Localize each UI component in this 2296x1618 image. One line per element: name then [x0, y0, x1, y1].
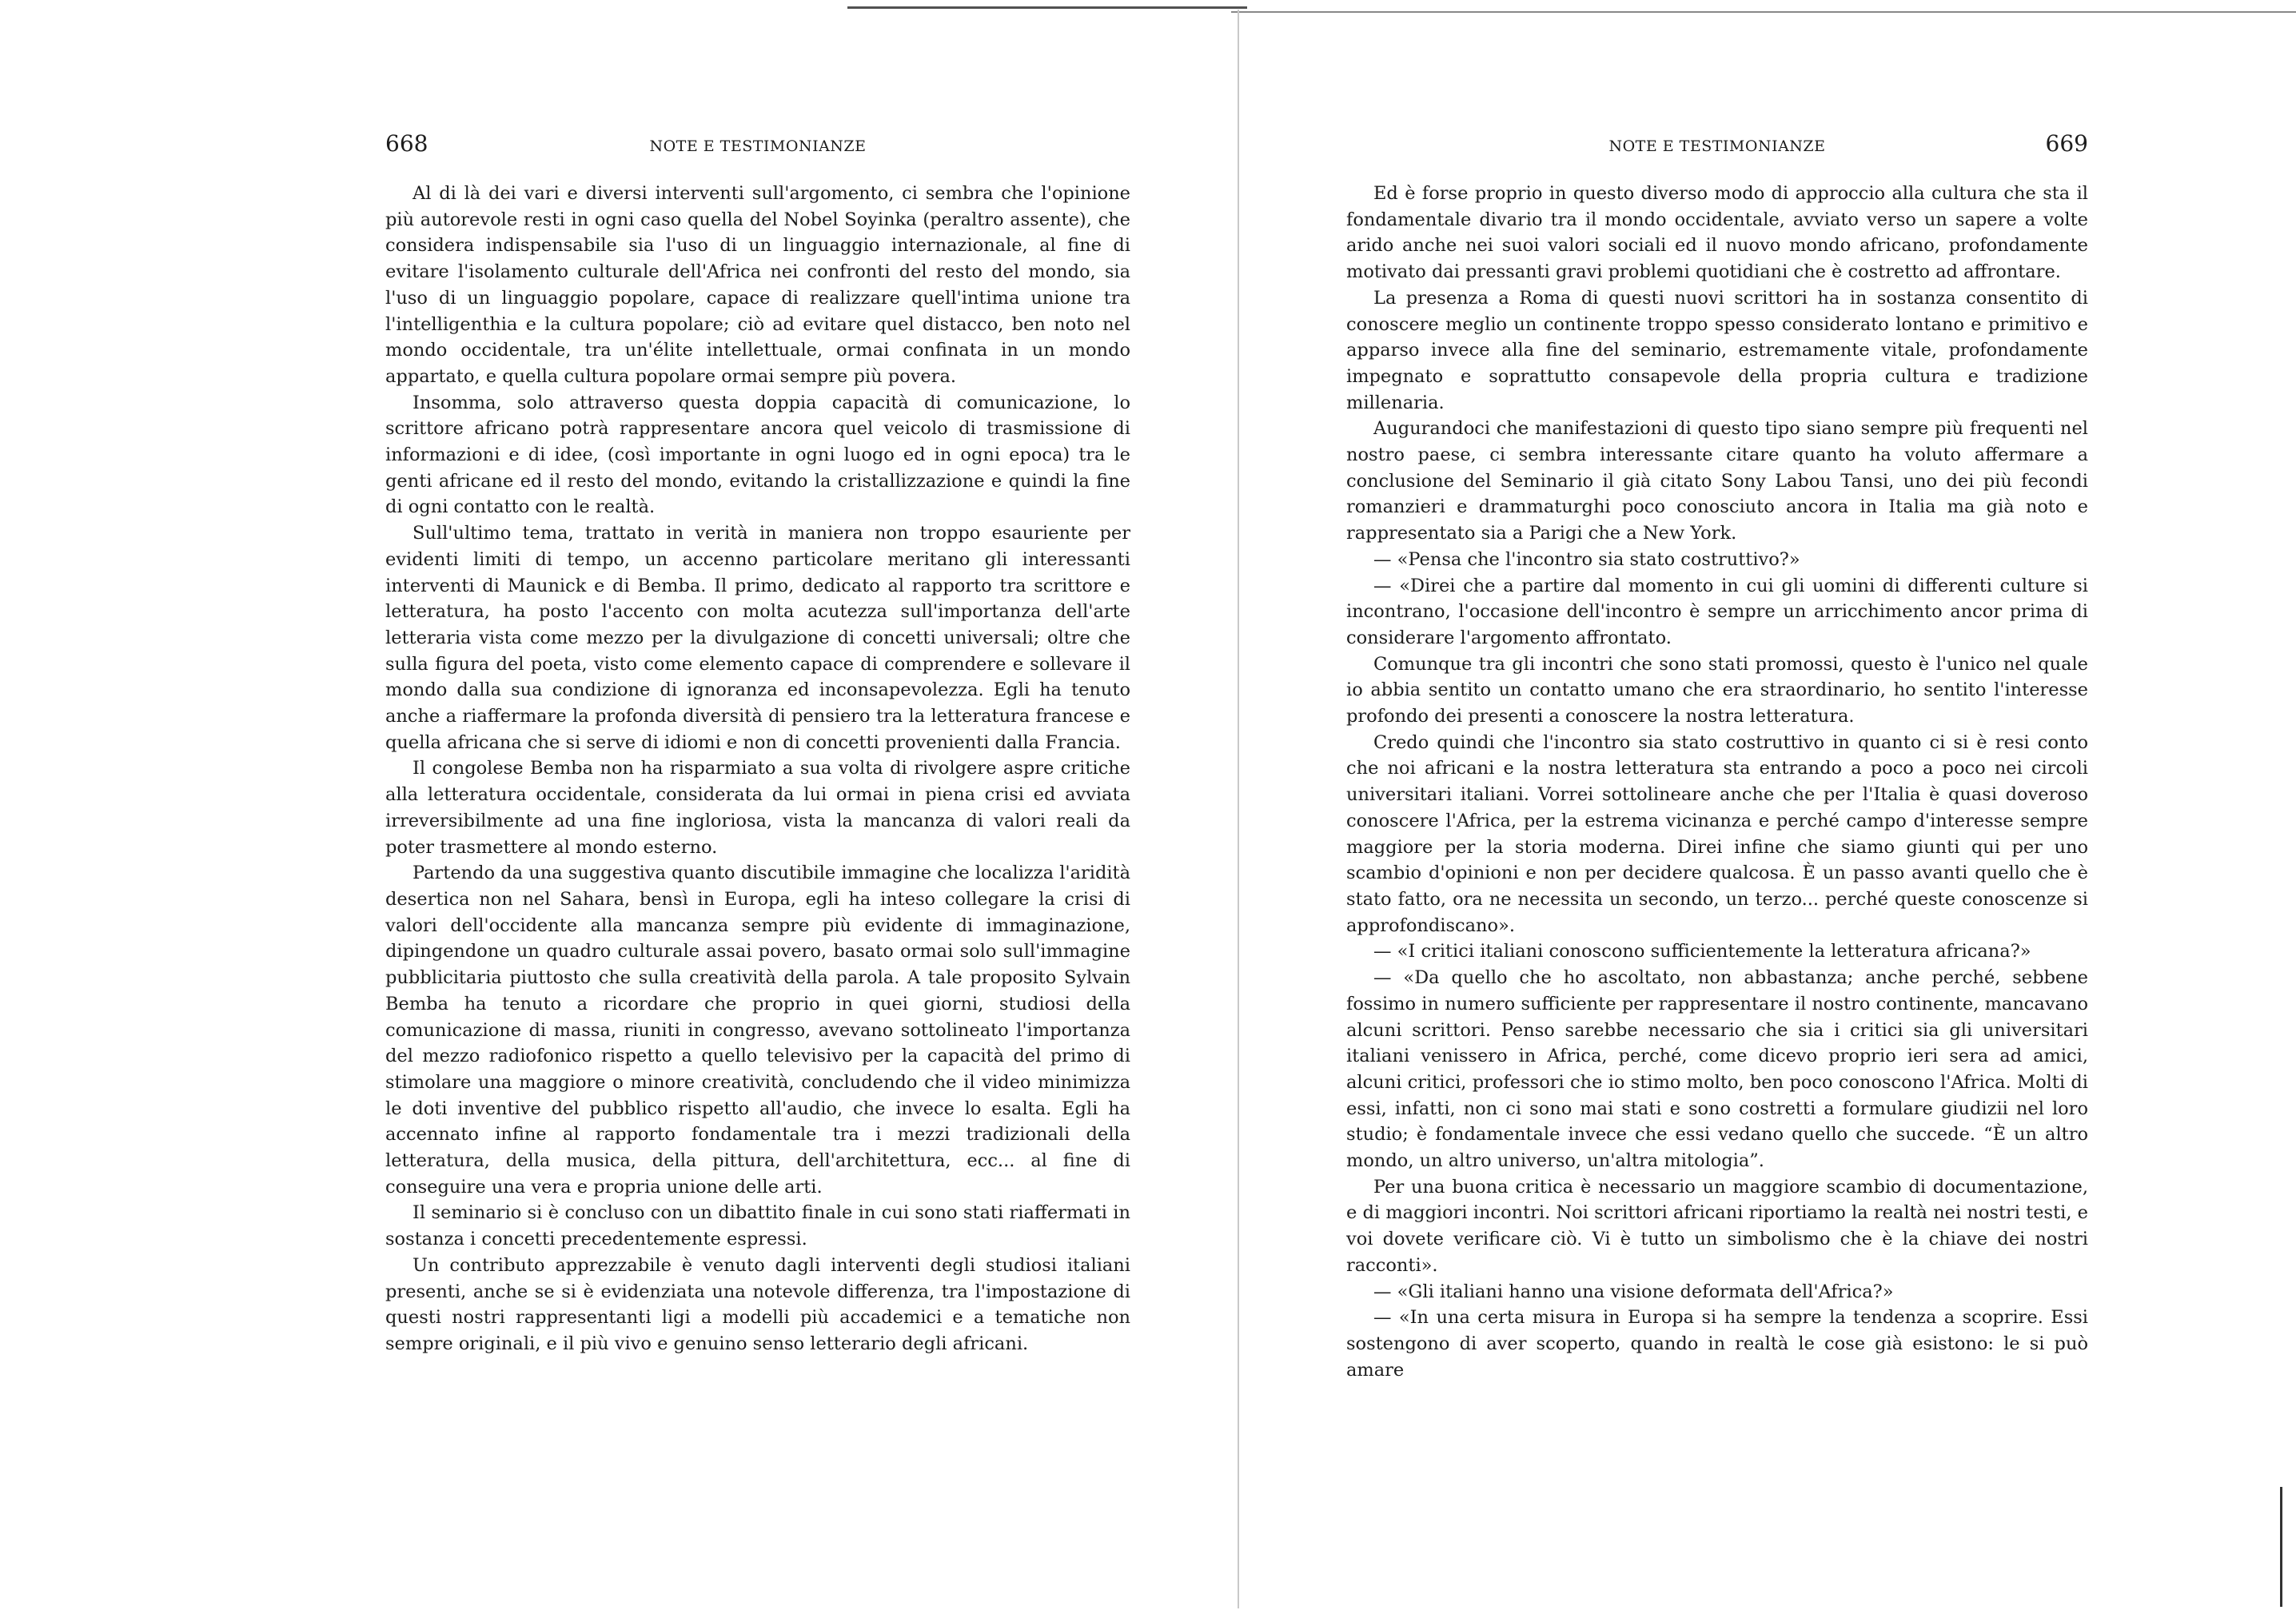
- page-header: [1346, 130, 2088, 161]
- scan-edge-mark: [1231, 11, 2296, 13]
- dialogue-line: — «Direi che a partire dal momento in cui gli uomini di differenti culture si incontrano, l'occasione dell'incontro è sempre un arricchimento ancor prima di considerare l'argomento affrontato.: [1346, 575, 2088, 648]
- scan-edge-mark: [847, 6, 1247, 9]
- dialogue-line: — «Pensa che l'incontro sia stato costruttivo?»: [1373, 548, 1800, 570]
- paragraph: La presenza a Roma di questi nuovi scrittori ha in sostanza consentito di conoscere meglio un continente troppo spesso considerato lontano e primitivo e apparso invece alla fine del seminario, estremamente vitale, profondamente impegnato e soprattutto consapevole della propria cultura e tradizione millenaria.: [1346, 287, 2088, 413]
- dialogue-line: — «Da quello che ho ascoltato, non abbastanza; anche perché, sebbene fossimo in numero sufficiente per rappresentare il nostro continente, mancavano alcuni scrittori. Penso sarebbe necessario che sia i critici sia gli universitari italiani venissero in Africa, perché, come dicevo proprio ieri sera ad amici, alcuni critici, professori che io stimo molto, ben poco conoscono l'Africa. Molti di essi, infatti, non ci sono mai stati e sono costretti a formulare giudizii nel loro studio; è fondamentale invece che essi vedano quello che succede. “È un altro mondo, un altro universo, un'altra mitologia”.: [1346, 967, 2088, 1172]
- paragraph: Partendo da una suggestiva quanto discutibile immagine che localizza l'aridità desertica non nel Sahara, bensì in Europa, egli ha inteso collegare la crisi di valori dell'occidente alla mancanza sempre più evidente di immaginazione, dipingendone un quadro culturale assai povero, basato ormai solo sull'immagine pubblicitaria piuttosto che sulla creatività della parola. A tale proposito Sylvain Bemba ha tenuto a ricordare che proprio in quei giorni, studiosi della comunicazione di massa, riuniti in congresso, avevano sottolineato l'importanza del mezzo radiofonico rispetto a quello televisivo per la capacità del primo di stimolare una maggiore o minore creatività, concludendo che il video minimizza le doti inventive del pubblico rispetto all'audio, che invece lo esalta. Egli ha accennato infine al rapporto fondamentale tra i mezzi tradizionali della letteratura, della musica, della pittura, dell'architettura, ecc... al fine di conseguire una vera e propria unione delle arti.: [385, 863, 1130, 1198]
- scan-edge-mark: [2280, 1487, 2282, 1607]
- page-body: [1346, 181, 2088, 1383]
- paragraph: Comunque tra gli incontri che sono stati promossi, questo è l'unico nel quale io abbia sentito un contatto umano che era straordinario, ho sentito l'interesse profondo dei presenti a conoscere la nostra letteratura.: [1346, 653, 2088, 727]
- paragraph: Credo quindi che l'incontro sia stato costruttivo in quanto ci si è resi conto che noi africani e la nostra letteratura sta entrando a poco a poco nei circoli universitari italiani. Vorrei sottolineare anche che per l'Italia è quasi doveroso conoscere l'Africa, per la estrema vicinanza e perché campo d'interesse sempre maggiore per la storia moderna. Direi infine che siamo giunti qui per uno scambio d'opinioni e non per decidere qualcosa. È un passo avanti quello che è stato fatto, ora ne necessita un secondo, un terzo... perché queste conoscenze si approfondiscano».: [1346, 731, 2088, 936]
- paragraph: Augurandoci che manifestazioni di questo tipo siano sempre più frequenti nel nostro paese, ci sembra interessante citare quanto ha voluto affermare a conclusione del Seminario il già citato Sony Labou Tansi, uno dei più fecondi romanzieri e drammaturghi poco conosciuto ancora in Italia ma già noto e rappresentato sia a Parigi che a New York.: [1346, 418, 2088, 544]
- dialogue-line: — «I critici italiani conoscono sufficientemente la letteratura africana?»: [1373, 941, 2031, 962]
- book-gutter: [1238, 10, 1239, 1608]
- paragraph: Un contributo apprezzabile è venuto dagli interventi degli studiosi italiani presenti, anche se si è evidenziata una notevole differenza, tra l'impostazione di questi nostri rappresentanti ligi a modelli più accademici e a tematiche non sempre originali, e il più vivo e genuino senso letterario degli africani.: [385, 1254, 1130, 1354]
- dialogue-line: — «Gli italiani hanno una visione deformata dell'Africa?»: [1373, 1281, 1894, 1302]
- page-header: [385, 130, 1130, 161]
- running-head: NOTE E TESTIMONIANZE: [649, 137, 867, 155]
- page-number: 668: [385, 130, 429, 157]
- paragraph: Ed è forse proprio in questo diverso modo di approccio alla cultura che sta il fondamentale divario tra il mondo occidentale, avviato verso un sapere a volte arido anche nei suoi valori sociali ed il nuovo mondo africano, profondamente motivato dai pressanti gravi problemi quotidiani che è costretto ad affrontare.: [1346, 183, 2088, 283]
- paragraph: Per una buona critica è necessario un maggiore scambio di documentazione, e di maggiori incontri. Noi scrittori africani riportiamo la realtà nei nostri testi, e voi dovete verificare ciò. Vi è tutto un simbolismo che è la chiave dei nostri racconti».: [1346, 1176, 2088, 1276]
- running-head: NOTE E TESTIMONIANZE: [1608, 137, 1826, 155]
- page-number: 669: [2045, 130, 2088, 157]
- paragraph: Al di là dei vari e diversi interventi sull'argomento, ci sembra che l'opinione più autorevole resti in ogni caso quella del Nobel Soyinka (peraltro assente), che considera indispensabile sia l'uso di un linguaggio internazionale, al fine di evitare l'isolamento culturale dell'Africa nei confronti del resto del mondo, sia l'uso di un linguaggio popolare, capace di realizzare quell'intima unione tra l'intelligenthia e la cultura popolare; ciò ad evitare quel distacco, ben noto nel mondo occidentale, tra un'élite intellettuale, ormai confinata in un mondo appartato, e quella cultura popolare ormai sempre più povera.: [385, 183, 1130, 387]
- page-body: [385, 181, 1130, 1357]
- paragraph: Sull'ultimo tema, trattato in verità in maniera non troppo esauriente per evidenti limiti di tempo, un accenno particolare meritano gli interessanti interventi di Maunick e di Bemba. Il primo, dedicato al rapporto tra scrittore e letteratura, ha posto l'accento con molta acutezza sull'importanza dell'arte letteraria vista come mezzo per la divulgazione di concetti universali; oltre che sulla figura del poeta, visto come elemento capace di comprendere e sollevare il mondo dalla sua condizione di ignoranza ed inconsapevolezza. Egli ha tenuto anche a riaffermare la profonda diversità di pensiero tra la letteratura francese e quella africana che si serve di idiomi e non di concetti provenienti dalla Francia.: [385, 523, 1130, 753]
- paragraph: Il congolese Bemba non ha risparmiato a sua volta di rivolgere aspre critiche alla letteratura occidentale, considerata da lui ormai in piena crisi ed avviata irreversibilmente ad una fine ingloriosa, vista la mancanza di valori reali da poter trasmettere al mondo esterno.: [385, 758, 1130, 858]
- paragraph: Il seminario si è concluso con un dibattito finale in cui sono stati riaffermati in sostanza i concetti precedentemente espressi.: [385, 1202, 1130, 1250]
- dialogue-line: — «In una certa misura in Europa si ha sempre la tendenza a scoprire. Essi sostengono di aver scoperto, quando in realtà le cose già esistono: le si può amare: [1346, 1307, 2088, 1381]
- paragraph: Insomma, solo attraverso questa doppia capacità di comunicazione, lo scrittore africano potrà rappresentare ancora quel veicolo di trasmissione di informazioni e di idee, (così importante in ogni luogo ed in ogni epoca) tra le genti africane ed il resto del mondo, evitando la cristallizzazione e quindi la fine di ogni contatto con le realtà.: [385, 392, 1130, 518]
